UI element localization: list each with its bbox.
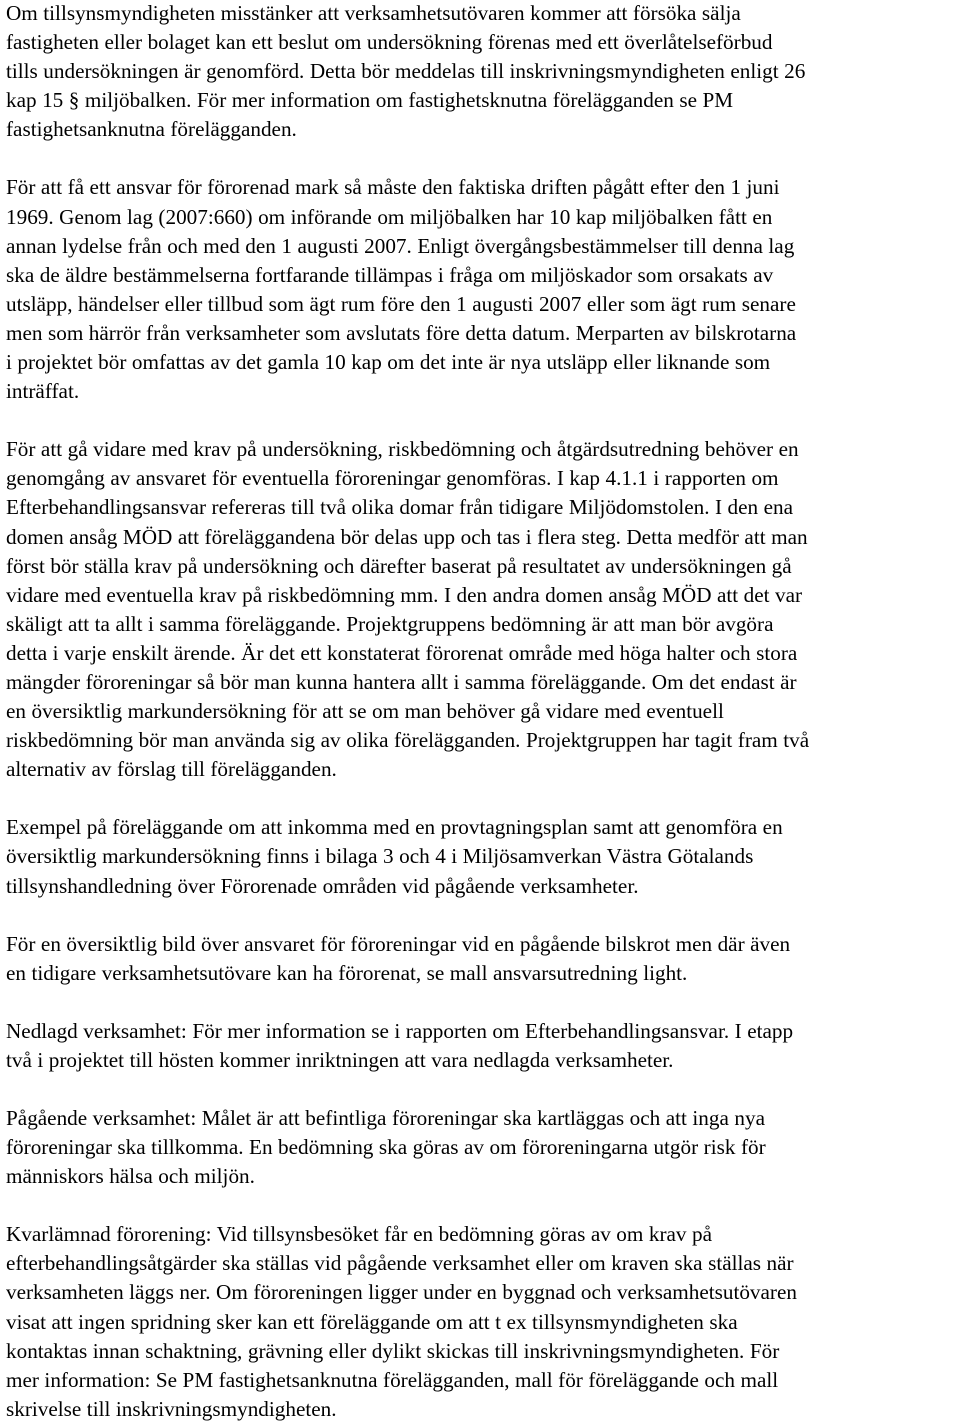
paragraph-line: ska de äldre bestämmelserna fortfarande tillämpas i fråga om miljöskador som orsakats av <box>6 262 774 287</box>
paragraph-line: skäligt att ta allt i samma föreläggande. Projektgruppens bedömning är att man bör avgöra <box>6 611 774 636</box>
paragraph-line: men som härrör från verksamheter som avslutats före detta datum. Merparten av bilskrotarna <box>6 320 797 345</box>
paragraph-line: människors hälsa och miljön. <box>6 1164 255 1189</box>
paragraph-line: en översiktlig markundersökning för att se om man behöver gå vidare med eventuell <box>6 699 724 724</box>
document-body <box>6 0 954 1424</box>
paragraph-line: mängder föroreningar så bör man kunna hantera allt i samma föreläggande. Om det endast är <box>6 669 797 694</box>
paragraph-line: fastigheten eller bolaget kan ett beslut om undersökning förenas med ett överlåtelseförbud <box>6 30 773 55</box>
paragraph-line: För att gå vidare med krav på undersökning, riskbedömning och åtgärdsutredning behöver en <box>6 437 799 462</box>
paragraph-line: Efterbehandlingsansvar refereras till två olika domar från tidigare Miljödomstolen. I den ena <box>6 495 794 520</box>
paragraph-line: domen ansåg MÖD att föreläggandena bör delas upp och tas i flera steg. Detta medför att man <box>6 524 808 549</box>
paragraph-line: Kvarlämnad förorening: Vid tillsynsbesöket får en bedömning göras av om krav på <box>6 1222 713 1247</box>
paragraph-line: kontaktas innan schaktning, grävning eller dylikt skickas till inskrivningsmyndigheten. För <box>6 1338 780 1363</box>
paragraph <box>6 813 954 900</box>
paragraph-line: kap 15 § miljöbalken. För mer information om fastighetsknutna förelägganden se PM <box>6 88 734 113</box>
paragraph-line: verksamheten läggs ner. Om föroreningen ligger under en byggnad och verksamhetsutövaren <box>6 1280 797 1305</box>
paragraph-line: tillsynshandledning över Förorenade områden vid pågående verksamheter. <box>6 873 639 898</box>
paragraph-line: alternativ av förslag till förelägganden. <box>6 757 337 782</box>
paragraph-line: föroreningar ska tillkomma. En bedömning ska göras av om föroreningarna utgör risk för <box>6 1135 766 1160</box>
paragraph-line: detta i varje enskilt ärende. Är det ett konstaterat förorenat område med höga halter och stora <box>6 640 798 665</box>
paragraph-line: översiktlig markundersökning finns i bilaga 3 och 4 i Miljösamverkan Västra Götalands <box>6 844 754 869</box>
paragraph-line: Pågående verksamhet: Målet är att befintliga föroreningar ska kartläggas och att inga nya <box>6 1106 765 1130</box>
paragraph <box>6 435 954 784</box>
paragraph-line: skrivelse till inskrivningsmyndigheten. <box>6 1396 337 1421</box>
paragraph <box>6 930 954 988</box>
paragraph <box>6 0 954 144</box>
paragraph-line: Om tillsynsmyndigheten misstänker att verksamhetsutövaren kommer att försöka sälja <box>6 1 741 25</box>
paragraph-line: genomgång av ansvaret för eventuella föroreningar genomföras. I kap 4.1.1 i rapporten om <box>6 466 779 491</box>
paragraph-line: För att få ett ansvar för förorenad mark så måste den faktiska driften pågått efter den 1 juni <box>6 175 780 200</box>
paragraph-line: annan lydelse från och med den 1 augusti 2007. Enligt övergångsbestämmelser till denna lag <box>6 233 795 258</box>
paragraph-line: först bör ställa krav på undersökning och därefter baserat på resultatet av undersökningen gå <box>6 553 792 578</box>
paragraph-line: utsläpp, händelser eller tillbud som ägt rum före den 1 augusti 2007 eller som ägt rum senare <box>6 291 796 316</box>
paragraph-line: inträffat. <box>6 379 80 404</box>
paragraph <box>6 173 954 406</box>
paragraph <box>6 1104 954 1191</box>
paragraph <box>6 1220 954 1424</box>
paragraph-line: Exempel på föreläggande om att inkomma med en provtagningsplan samt att genomföra en <box>6 815 783 840</box>
paragraph-line: tills undersökningen är genomförd. Detta bör meddelas till inskrivningsmyndigheten enligt 26 <box>6 59 806 84</box>
paragraph-line: två i projektet till hösten kommer inriktningen att vara nedlagda verksamheter. <box>6 1047 674 1072</box>
paragraph-line: riskbedömning bör man använda sig av olika förelägganden. Projektgruppen har tagit fram två <box>6 728 810 753</box>
paragraph-line: vidare med eventuella krav på riskbedömning mm. I den andra domen ansåg MÖD att det var <box>6 582 803 607</box>
paragraph-line: Nedlagd verksamhet: För mer information se i rapporten om Efterbehandlingsansvar. I etapp <box>6 1018 794 1043</box>
paragraph-line: 1969. Genom lag (2007:660) om införande om miljöbalken har 10 kap miljöbalken fått en <box>6 204 773 229</box>
paragraph-line: en tidigare verksamhetsutövare kan ha förorenat, se mall ansvarsutredning light. <box>6 960 688 985</box>
paragraph <box>6 1017 954 1075</box>
paragraph-line: mer information: Se PM fastighetsanknutna förelägganden, mall för föreläggande och mall <box>6 1367 779 1392</box>
paragraph-line: För en översiktlig bild över ansvaret för föroreningar vid en pågående bilskrot men där även <box>6 931 791 956</box>
paragraph-line: fastighetsanknutna förelägganden. <box>6 117 297 142</box>
paragraph-line: visat att ingen spridning sker kan ett föreläggande om att t ex tillsynsmyndigheten ska <box>6 1309 738 1334</box>
paragraph-line: i projektet bör omfattas av det gamla 10 kap om det inte är nya utsläpp eller liknande som <box>6 350 771 375</box>
paragraph-line: efterbehandlingsåtgärder ska ställas vid pågående verksamhet eller om kraven ska ställas när <box>6 1251 794 1276</box>
